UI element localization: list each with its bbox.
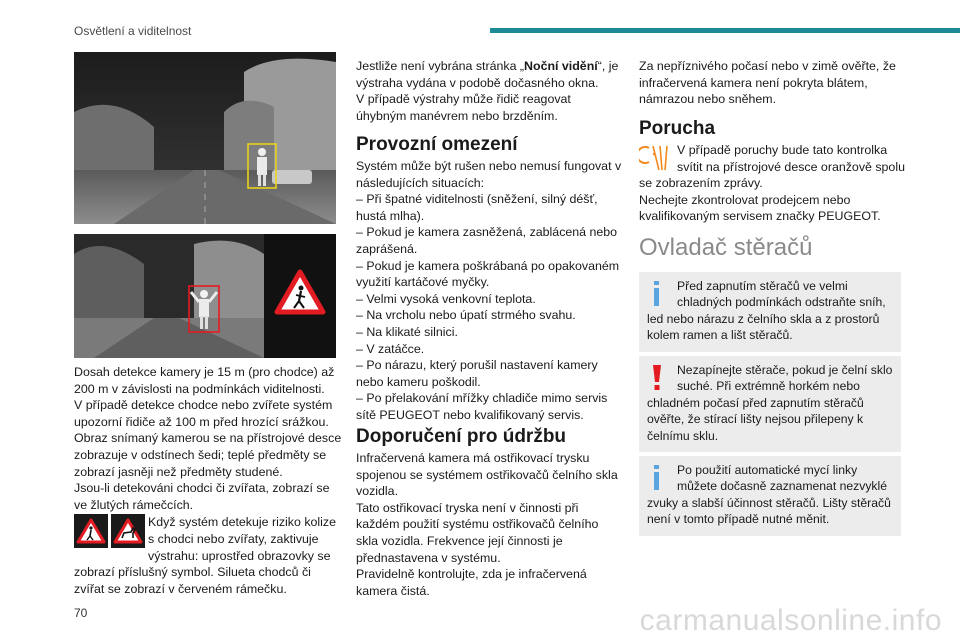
section-title: Osvětlení a viditelnost (74, 24, 192, 38)
paragraph: Systém může být rušen nebo nemusí fungovat v následujících situacích: (356, 159, 622, 190)
paragraph: V případě poruchy bude tato kontrolka svítit na přístrojové desce oranžově spolu se zobrazením zprávy. (639, 143, 905, 191)
watermark: carmanualsonline.info (639, 604, 942, 637)
page-name: Noční vidění (524, 59, 598, 73)
paragraph: Obraz snímaný kamerou se na přístrojové desce zobrazuje v odstínech šedi; teplé předměty se zobrazí jasněji než předměty studené. (74, 431, 342, 479)
pedestrian-warning-icon (74, 514, 108, 548)
list-item: – Velmi vysoká venkovní teplota. (356, 291, 536, 306)
info-box-2 (639, 456, 901, 536)
page-number: 70 (74, 606, 88, 620)
warning-box (639, 356, 901, 452)
column-2-intro (356, 58, 622, 124)
list-item: – V zatáčce. (356, 341, 425, 356)
accent-bar (490, 28, 960, 33)
heading-operating-limits: Provozní omezení (356, 134, 518, 155)
maintenance-text (356, 450, 622, 599)
paragraph: Jsou-li detekováni chodci či zvířata, zobrazí se ve žlutých rámečcích. (74, 481, 330, 512)
list-item: – Po přelakování mřížky chladiče mimo servis sítě PEUGEOT nebo kvalifikovaný servis. (356, 391, 608, 422)
list-item: – Na klikaté silnici. (356, 324, 458, 339)
list-item: – Pokud je kamera zasněžená, zablácená nebo zaprášená. (356, 225, 618, 256)
warning-exclamation-icon (647, 362, 671, 394)
column-3-intro (639, 58, 905, 108)
paragraph: V případě výstrahy může řidič reagovat úhybným manévrem nebo brzděním. (356, 92, 571, 123)
night-vision-photo-yellow-frame (74, 52, 336, 224)
list-item: – Po nárazu, který porušil nastavení kamery nebo kameru poškodil. (356, 358, 598, 389)
night-vision-photo-red-frame (74, 234, 336, 358)
paragraph: Tato ostřikovací tryska není v činnosti při každém použití systému ostřikovačů čelního skla vozidla. Frekvence její činnosti je přednastavena v systému. (356, 500, 599, 565)
fault-text (639, 142, 905, 225)
icon-description: Když systém detekuje riziko kolize s chodci nebo zvířaty, zaktivuje (148, 515, 336, 546)
limits-list (356, 158, 622, 424)
list-item: – Pokud je kamera poškrábaná po opakovaném využití kartáčové myčky. (356, 258, 620, 290)
heading-wiper-control: Ovladač stěračů (639, 234, 813, 261)
animal-warning-icon (111, 514, 145, 548)
heading-maintenance: Doporučení pro údržbu (356, 426, 567, 447)
warning-text: Nezapínejte stěrače, pokud je čelní sklo suché. Při extrémně horkém nebo chladném počasí před zapnutím stěračů ověřte, že stírací lišty nejsou přilepeny k čelnímu sklu. (647, 363, 893, 443)
column-1-text (74, 364, 342, 597)
info-text: Po použití automatické mycí linky můžete dočasně zaznamenat nezvyklé zvuky a slabší účinnost stěračů. Lišty stěračů není v tomto případě nutné měnit. (647, 463, 891, 527)
info-box-1 (639, 272, 901, 352)
icon-description-rest: výstrahu: uprostřed obrazovky se zobrazí příslušný symbol. Silueta chodců či zvířat se zobrazí v červeném rámečku. (74, 548, 331, 596)
info-icon (647, 462, 671, 494)
info-text: Před zapnutím stěračů ve velmi chladných podmínkách odstraňte sníh, led nebo nárazu z čelního skla a z prostorů kolem ramen a lišt stěračů. (647, 279, 886, 343)
paragraph: Pravidelně kontrolujte, zda je infračervená kamera čistá. (356, 567, 587, 598)
heading-fault: Porucha (639, 118, 716, 139)
night-vision-fault-warning-icon (639, 142, 673, 172)
paragraph: Nechejte zkontrolovat prodejcem nebo kvalifikovaným servisem značky PEUGEOT. (639, 192, 881, 224)
paragraph: Dosah detekce kamery je 15 m (pro chodce) až 200 m v závislosti na podmínkách viditelnosti. (74, 365, 335, 396)
paragraph: Za nepříznivého počasí nebo v zimě ověřte, že infračervená kamera není pokryta blátem, námrazou nebo sněhem. (639, 59, 896, 107)
paragraph: V případě detekce chodce nebo zvířete systém upozorní řidiče až 100 m před hrozící srážkou. (74, 398, 333, 429)
paragraph: Infračervená kamera má ostřikovací trysku spojenou se systémem ostřikovačů čelního skla vozidla. (356, 451, 618, 499)
list-item: – Na vrcholu nebo úpatí strmého svahu. (356, 308, 576, 323)
list-item: – Při špatné viditelnosti (sněžení, silný déšť, hustá mlha). (356, 192, 598, 223)
info-icon (647, 278, 671, 310)
paragraph: Jestliže není vybrána stránka „Noční vidění“, je výstraha vydána v podobě dočasného okna. (356, 59, 619, 90)
